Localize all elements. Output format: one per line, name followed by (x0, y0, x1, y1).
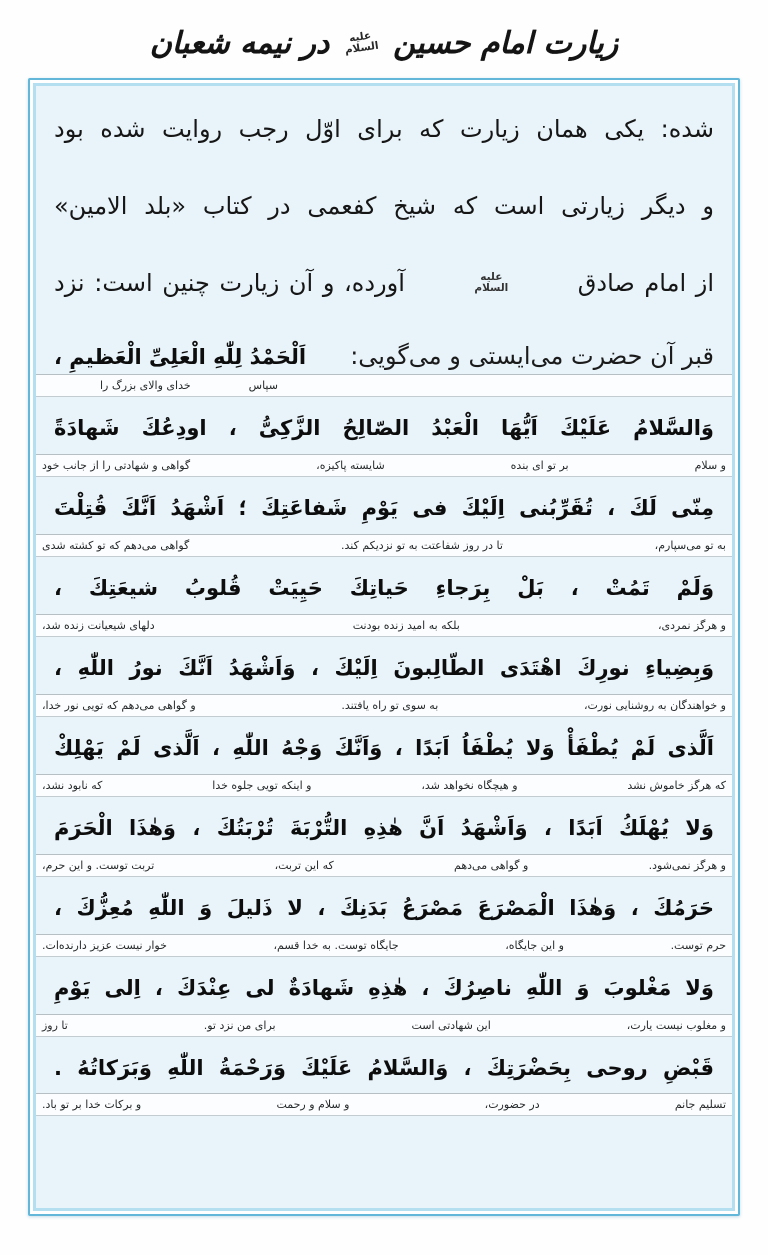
gloss-item: گواهی و شهادتی را از جانب خود (42, 459, 191, 473)
prayer-line (42, 969, 726, 1037)
gloss-row (36, 854, 732, 877)
gloss-item: که این تربت، (274, 858, 334, 872)
gloss-row (36, 1093, 732, 1116)
gloss-item: و مغلوب نیست یارت، (626, 1018, 726, 1032)
gloss-item: برای من نزد تو. (203, 1018, 276, 1032)
arabic-text: وَلَمْ تَمُتْ ، بَلْ بِرَجاءِ حَیاتِكَ حَیِیَتْ قُلوبُ شیعَتِكَ ، (54, 576, 714, 601)
gloss-item: که نابود نشد، (42, 778, 103, 792)
arabic-text: قَبْضِ روحی بِحَضْرَتِكَ ، وَالسَّلامُ عَلَیْكَ وَرَحْمَةُ اللّٰهِ وَبَرَكاتُهُ . (54, 1055, 714, 1080)
arabic-text: اَلَّذی لَمْ یُطْفَأْ وَلا یُطْفَاُ اَبَدًا ، وَاَنَّكَ وَجْهُ اللّٰهِ ، اَلَّذی لَمْ یَهْلِكْ (54, 735, 714, 760)
prayer-frame-outer (28, 78, 740, 1216)
arabic-text: وَبِضِیاءِ نورِكَ اهْتَدَی الطّالِبونَ اِلَیْكَ ، وَاَشْهَدُ اَنَّكَ نورُ اللّٰهِ ، (54, 656, 714, 681)
gloss-row (36, 774, 732, 797)
prayer-line (42, 489, 726, 557)
gloss-item: و این جایگاه، (505, 938, 564, 952)
prayer-line (42, 569, 726, 637)
gloss-item: و خواهندگان به روشنایی نورت، (583, 698, 726, 712)
gloss-item: بلکه به امید زنده بودنت (352, 619, 460, 633)
gloss-item: تا روز (42, 1018, 68, 1032)
intro-line-4-persian: قبر آن حضرت می‌ایستی و می‌گویی: (350, 342, 714, 371)
intro-line-4 (54, 342, 714, 370)
aleyhis-salam-symbol: علیه السلام (474, 270, 509, 294)
gloss-item: و هرگز نمی‌شود. (648, 858, 726, 872)
gloss-item: و هیچگاه نخواهد شد، (421, 778, 518, 792)
gloss-item: تسلیم جانم (674, 1098, 726, 1112)
gloss-row (36, 934, 732, 957)
gloss-item: و گواهی می‌دهم (454, 858, 529, 872)
prayer-line (42, 889, 726, 957)
intro-line-1: شده: یکی همان زیارت که برای اوّل رجب روایت شده بود (54, 115, 714, 143)
gloss-item: و اینکه تویی جلوه خدا (212, 778, 312, 792)
gloss-row (36, 454, 732, 477)
gloss-item: گواهی می‌دهم که تو کشته شدی (42, 539, 190, 553)
prayer-line (42, 729, 726, 797)
intro-line-2: و دیگر زیارتی است که شیخ کفعمی در کتاب «بلد الامین» (54, 191, 714, 220)
gloss-item: حرم توست. (670, 938, 726, 952)
title-text-left: در نیمه شعبان (149, 25, 330, 61)
gloss-item: بر تو ای بنده (510, 459, 569, 473)
gloss-item: که هرگز خاموش نشد (627, 778, 726, 792)
gloss-row (36, 374, 732, 397)
gloss-item: و گواهی می‌دهم که تویی نور خدا، (42, 698, 196, 712)
gloss-item: به سوی تو راه یافتند. (341, 698, 439, 712)
title-text-right: زیارت امام حسین (393, 25, 619, 61)
gloss-item: و هرگز نمردی، (657, 619, 726, 633)
gloss-item: سپاس (248, 379, 278, 393)
prayer-line (42, 809, 726, 877)
prayer-line (42, 409, 726, 477)
prayer-line (42, 649, 726, 717)
gloss-row (36, 614, 732, 637)
arabic-text: مِنّی لَكَ ، تُقَرِّبُنی اِلَیْكَ فی یَوْمِ شَفاعَتِكَ ؛ اَشْهَدُ اَنَّكَ قُتِلْتَ (54, 496, 714, 521)
gloss-item: دلهای شیعیانت زنده شد، (42, 619, 155, 633)
intro-line-3 (54, 266, 714, 301)
gloss-item: در حضورت، (484, 1098, 540, 1112)
arabic-text: وَلا مَغْلوبَ وَ اللّٰهِ ناصِرُكَ ، هٰذِهِ شَهادَةٌ لی عِنْدَكَ ، اِلی یَوْمِ (54, 975, 714, 1000)
gloss-item: و سلام (694, 459, 726, 473)
gloss-row (36, 694, 732, 717)
intro-line-3-left: آورده، و آن زیارت چنین است: نزد (54, 268, 405, 297)
prayer-frame-inner (33, 83, 735, 1211)
gloss-item: این شهادتی است (411, 1018, 491, 1032)
gloss-item: و برکات خدا بر تو باد. (42, 1098, 142, 1112)
intro-line-3-right: از امام صادق (577, 268, 714, 297)
gloss-item: و سلام و رحمت (276, 1098, 350, 1112)
arabic-text: حَرَمُكَ ، وَهٰذَا الْمَصْرَعَ مَصْرَعُ بَدَنِكَ ، لا ذَلیلَ وَ اللّٰهِ مُعِزُّكَ ، (54, 895, 714, 920)
gloss-item: شایسته پاکیزه، (316, 459, 385, 473)
gloss-item: به تو می‌سپارم، (654, 539, 726, 553)
intro-line-4-arabic: اَلْحَمْدُ لِلّٰهِ الْعَلِیِّ الْعَظیمِ ، (54, 345, 307, 370)
arabic-text: وَالسَّلامُ عَلَیْكَ اَیُّهَا الْعَبْدُ الصّالِحُ الزَّكِیُّ ، اودِعُكَ شَهادَةً (54, 416, 714, 441)
gloss-item: خوار نیست عزیز دارنده‌ات. (42, 938, 167, 952)
gloss-row (36, 1014, 732, 1037)
gloss-item: جایگاه توست. به خدا قسم، (273, 938, 399, 952)
gloss-item: خدای والای بزرگ را (100, 379, 191, 393)
prayer-line (42, 1049, 726, 1117)
arabic-text: وَلا یُهْلَكُ اَبَدًا ، وَاَشْهَدُ اَنَّ هٰذِهِ التُّرْبَةَ تُرْبَتُكَ ، وَهٰذَا الْحَرَمَ (54, 815, 714, 840)
aleyhis-salam-symbol: علیه السلام (344, 29, 380, 57)
gloss-row (36, 534, 732, 557)
gloss-item: تا در روز شفاعتت به تو نزدیکم کند. (341, 539, 503, 553)
page-title (0, 0, 768, 78)
gloss-item: تربت توست. و این حرم، (42, 858, 155, 872)
